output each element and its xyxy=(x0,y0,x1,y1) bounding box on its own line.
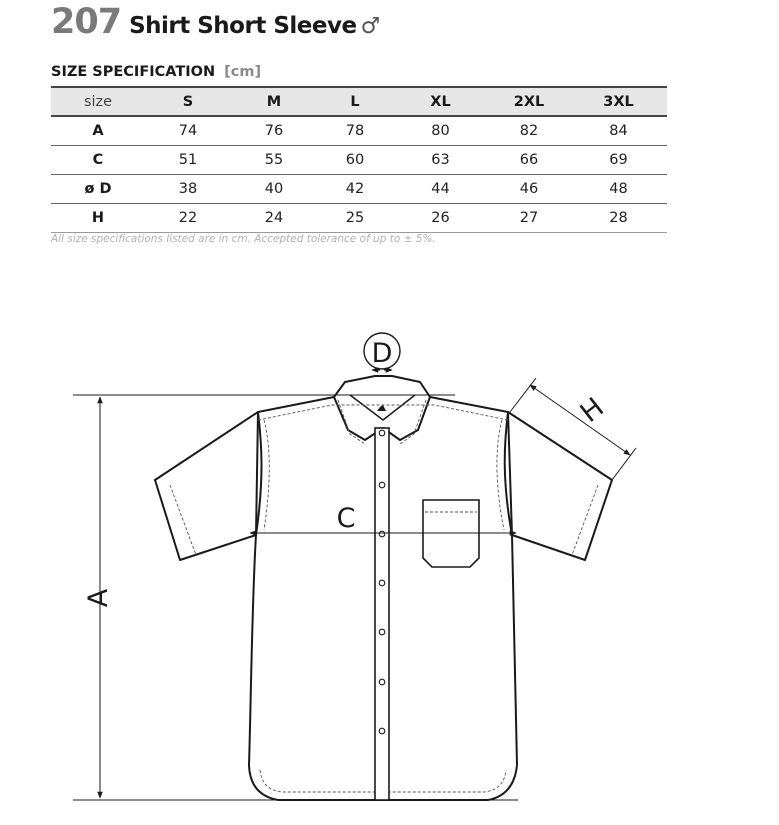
table-cell: 82 xyxy=(488,116,570,146)
measure-label-h: H xyxy=(574,391,610,429)
table-cell: 66 xyxy=(488,146,570,175)
row-label: C xyxy=(51,146,145,175)
table-cell: 27 xyxy=(488,204,570,233)
table-cell: 60 xyxy=(317,146,393,175)
table-cell: 63 xyxy=(393,146,488,175)
table-row xyxy=(51,204,667,233)
measure-label-c: C xyxy=(336,503,356,534)
row-label: A xyxy=(51,116,145,146)
product-header xyxy=(51,2,380,42)
shirt-measurement-diagram xyxy=(0,300,779,820)
table-cell: 48 xyxy=(570,175,667,204)
table-cell: 84 xyxy=(570,116,667,146)
size-table-header-row xyxy=(51,87,667,116)
table-cell: 42 xyxy=(317,175,393,204)
right-sleeve xyxy=(508,412,612,560)
table-cell: 78 xyxy=(317,116,393,146)
product-code: 207 xyxy=(51,2,122,42)
size-specification-title: SIZE SPECIFICATION xyxy=(51,64,216,80)
table-cell: 51 xyxy=(145,146,231,175)
table-cell: 80 xyxy=(393,116,488,146)
measure-guide-h-top xyxy=(510,378,536,412)
table-cell: 46 xyxy=(488,175,570,204)
table-cell: 55 xyxy=(231,146,317,175)
table-row xyxy=(51,146,667,175)
size-column-header: XL xyxy=(393,87,488,116)
table-cell: 40 xyxy=(231,175,317,204)
table-cell: 74 xyxy=(145,116,231,146)
table-cell: 28 xyxy=(570,204,667,233)
table-cell: 25 xyxy=(317,204,393,233)
table-cell: 76 xyxy=(231,116,317,146)
size-table xyxy=(51,86,667,233)
product-title: Shirt Short Sleeve xyxy=(129,13,357,39)
size-column-header: S xyxy=(145,87,231,116)
tolerance-note: All size specifications listed are in cm. Accepted tolerance of up to ± 5%. xyxy=(51,233,436,245)
size-column-header: L xyxy=(317,87,393,116)
size-column-header: 2XL xyxy=(488,87,570,116)
table-cell: 44 xyxy=(393,175,488,204)
table-cell: 22 xyxy=(145,204,231,233)
table-cell: 38 xyxy=(145,175,231,204)
row-label: H xyxy=(51,204,145,233)
male-symbol-icon: ♂ xyxy=(360,14,381,39)
size-column-header: 3XL xyxy=(570,87,667,116)
table-cell: 24 xyxy=(231,204,317,233)
row-label: ø D xyxy=(51,175,145,204)
measure-label-d: D xyxy=(371,338,393,369)
size-specification-heading xyxy=(51,64,261,80)
measure-guide-h-bottom xyxy=(612,448,636,480)
measure-label-a: A xyxy=(83,588,114,608)
table-cell: 26 xyxy=(393,204,488,233)
button-placket xyxy=(375,428,389,800)
size-column-header: M xyxy=(231,87,317,116)
table-row xyxy=(51,175,667,204)
unit-label: [cm] xyxy=(224,64,262,80)
table-row xyxy=(51,116,667,146)
table-cell: 69 xyxy=(570,146,667,175)
size-column-label: size xyxy=(51,87,145,116)
